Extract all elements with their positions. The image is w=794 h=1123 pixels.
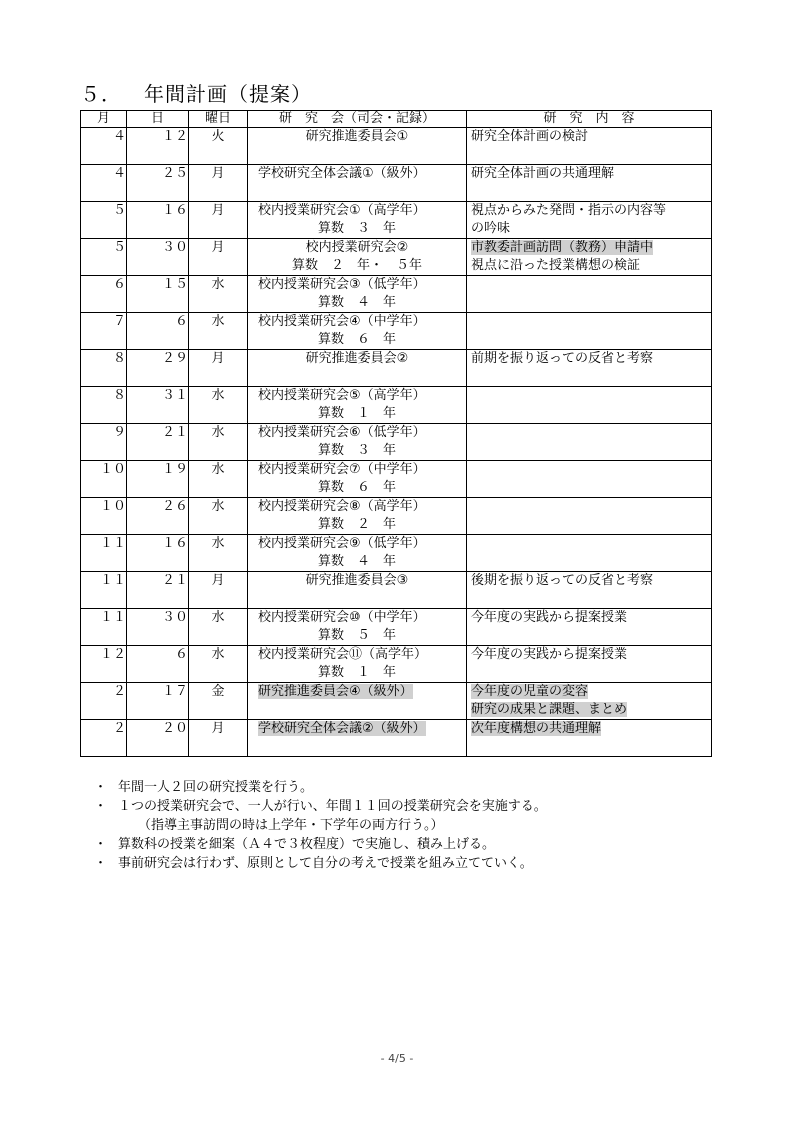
bullet-icon: ・ [94, 799, 108, 814]
row-content [467, 646, 712, 683]
row-month: ９ [81, 424, 127, 461]
row-content [467, 609, 712, 646]
row-meeting [248, 535, 467, 572]
table-row [81, 424, 712, 461]
row-day: ６ [127, 313, 189, 350]
row-content [467, 498, 712, 535]
bullet-icon: ・ [94, 780, 108, 795]
meeting-subject: 算数 １ 年 [317, 406, 396, 421]
content-line: 研究全体計画の検討 [471, 129, 589, 144]
row-content [467, 535, 712, 572]
row-month: １０ [81, 498, 127, 535]
row-month: ５ [81, 239, 127, 276]
meeting-title: 校内授業研究会④（中学年） [258, 314, 426, 329]
row-content [467, 461, 712, 498]
content-line: 今年度の実践から提案授業 [471, 647, 628, 662]
row-day: ２６ [127, 498, 189, 535]
row-month: １０ [81, 461, 127, 498]
content-line: 今年度の児童の変容 [471, 684, 589, 699]
row-meeting [248, 165, 467, 202]
row-day: ６ [127, 646, 189, 683]
row-meeting [248, 461, 467, 498]
row-meeting [248, 646, 467, 683]
row-content [467, 683, 712, 720]
row-meeting [248, 276, 467, 313]
row-day: １６ [127, 535, 189, 572]
meeting-subject: 算数 ３ 年 [317, 443, 396, 458]
row-meeting [248, 387, 467, 424]
content-line: の吟味 [471, 221, 511, 236]
notes-list [94, 778, 547, 873]
section-number: ５． [80, 82, 122, 106]
row-content [467, 239, 712, 276]
note-item [94, 835, 547, 854]
row-day: ２５ [127, 165, 189, 202]
row-day: ２９ [127, 350, 189, 387]
meeting-title: 研究推進委員会① [305, 129, 409, 144]
row-month: ４ [81, 165, 127, 202]
page-number: - 4/5 - [380, 1052, 414, 1065]
table-row [81, 350, 712, 387]
row-meeting [248, 313, 467, 350]
table-row [81, 683, 712, 720]
content-line: 今年度の実践から提案授業 [471, 610, 628, 625]
table-row [81, 239, 712, 276]
note-item [94, 816, 547, 835]
row-day: １９ [127, 461, 189, 498]
row-content [467, 572, 712, 609]
meeting-title: 校内授業研究会①（高学年） [258, 203, 426, 218]
row-content [467, 350, 712, 387]
row-weekday: 月 [189, 350, 248, 387]
row-weekday: 水 [189, 609, 248, 646]
table-row [81, 498, 712, 535]
row-content [467, 165, 712, 202]
row-weekday: 水 [189, 387, 248, 424]
row-meeting [248, 350, 467, 387]
content-line: 研究全体計画の共通理解 [471, 166, 615, 181]
meeting-subject: 算数 ４ 年 [317, 554, 396, 569]
meeting-title: 校内授業研究会⑥（低学年） [258, 425, 426, 440]
meeting-subject: 算数 １ 年 [317, 665, 396, 680]
meeting-subject: 算数 ２ 年 [317, 517, 396, 532]
content-line: 視点に沿った授業構想の検証 [471, 258, 641, 273]
content-line: 次年度構想の共通理解 [471, 721, 602, 736]
row-weekday: 月 [189, 165, 248, 202]
meeting-title: 校内授業研究会⑧（高学年） [258, 499, 426, 514]
row-month: ８ [81, 387, 127, 424]
row-day: １２ [127, 128, 189, 165]
annual-plan-table [80, 110, 712, 757]
row-weekday: 月 [189, 720, 248, 757]
table-row [81, 128, 712, 165]
row-weekday: 月 [189, 202, 248, 239]
row-month: ８ [81, 350, 127, 387]
row-content [467, 202, 712, 239]
row-content [467, 313, 712, 350]
page-title [80, 82, 312, 106]
meeting-title: 校内授業研究会② [305, 240, 409, 255]
meeting-subject: 算数 ６ 年 [317, 332, 396, 347]
row-meeting [248, 572, 467, 609]
row-weekday: 月 [189, 572, 248, 609]
row-day: ２１ [127, 572, 189, 609]
meeting-title: 校内授業研究会③（低学年） [258, 277, 426, 292]
table-row [81, 535, 712, 572]
meeting-title: 校内授業研究会⑦（中学年） [258, 462, 426, 477]
row-meeting [248, 498, 467, 535]
table-header-row [81, 111, 712, 128]
table-row [81, 646, 712, 683]
row-month: ５ [81, 202, 127, 239]
row-content [467, 276, 712, 313]
row-weekday: 水 [189, 313, 248, 350]
row-content [467, 387, 712, 424]
note-item [94, 778, 547, 797]
meeting-title: 校内授業研究会⑩（中学年） [258, 610, 426, 625]
row-month: ７ [81, 313, 127, 350]
row-meeting [248, 128, 467, 165]
meeting-title: 校内授業研究会⑪（高学年） [258, 647, 428, 662]
note-text: １つの授業研究会で、一人が行い、年間１１回の授業研究会を実施する。 [118, 799, 547, 814]
note-text: 算数科の授業を細案（Ａ４で３枚程度）で実施し、積み上げる。 [118, 837, 496, 852]
content-line: 後期を振り返っての反省と考察 [471, 573, 654, 588]
row-content [467, 128, 712, 165]
content-line: 視点からみた発問・指示の内容等 [471, 203, 667, 218]
row-weekday: 水 [189, 424, 248, 461]
row-month: １１ [81, 535, 127, 572]
table-row [81, 461, 712, 498]
content-line: 前期を振り返っての反省と考察 [471, 351, 654, 366]
row-meeting [248, 609, 467, 646]
meeting-title: 研究推進委員会④（級外） [258, 684, 413, 699]
header-day: 日 [127, 111, 189, 128]
row-month: ４ [81, 128, 127, 165]
row-day: ３１ [127, 387, 189, 424]
row-weekday: 水 [189, 535, 248, 572]
row-weekday: 水 [189, 461, 248, 498]
table-row [81, 165, 712, 202]
meeting-title: 学校研究全体会議②（級外） [258, 721, 426, 736]
row-weekday: 火 [189, 128, 248, 165]
meeting-title: 学校研究全体会議①（級外） [258, 166, 426, 181]
table-row [81, 720, 712, 757]
row-weekday: 水 [189, 646, 248, 683]
header-month: 月 [81, 111, 127, 128]
row-day: １７ [127, 683, 189, 720]
row-month: １２ [81, 646, 127, 683]
row-month: １１ [81, 609, 127, 646]
bullet-icon: ・ [94, 856, 108, 871]
note-item [94, 797, 547, 816]
row-month: ２ [81, 720, 127, 757]
row-day: ３０ [127, 609, 189, 646]
row-weekday: 月 [189, 239, 248, 276]
header-weekday: 曜日 [189, 111, 248, 128]
header-meeting: 研 究 会（司会・記録） [248, 111, 467, 128]
row-weekday: 金 [189, 683, 248, 720]
meeting-subject: 算数 ５ 年 [317, 628, 396, 643]
meeting-title: 校内授業研究会⑨（低学年） [258, 536, 426, 551]
row-weekday: 水 [189, 498, 248, 535]
meeting-title: 校内授業研究会⑤（高学年） [258, 388, 426, 403]
row-day: １５ [127, 276, 189, 313]
row-content [467, 424, 712, 461]
section-title: 年間計画（提案） [144, 82, 312, 106]
table-row [81, 387, 712, 424]
meeting-subject: 算数 ４ 年 [317, 295, 396, 310]
bullet-icon: ・ [94, 837, 108, 852]
meeting-subject: 算数 ２ 年・ ５年 [291, 258, 422, 273]
row-day: １６ [127, 202, 189, 239]
meeting-title: 研究推進委員会② [305, 351, 409, 366]
row-meeting [248, 683, 467, 720]
table-row [81, 202, 712, 239]
table-row [81, 572, 712, 609]
row-day: ３０ [127, 239, 189, 276]
row-meeting [248, 424, 467, 461]
row-meeting [248, 239, 467, 276]
note-text: （指導主事訪問の時は上学年・下学年の両方行う。） [138, 818, 444, 833]
row-month: ６ [81, 276, 127, 313]
row-meeting [248, 720, 467, 757]
header-content: 研 究 内 容 [467, 111, 712, 128]
meeting-subject: 算数 ６ 年 [317, 480, 396, 495]
row-meeting [248, 202, 467, 239]
note-text: 年間一人２回の研究授業を行う。 [118, 780, 314, 795]
content-line: 市教委計画訪問（教務）申請中 [471, 240, 654, 255]
row-month: ２ [81, 683, 127, 720]
table-row [81, 609, 712, 646]
row-day: ２０ [127, 720, 189, 757]
table-row [81, 276, 712, 313]
row-content [467, 720, 712, 757]
meeting-title: 研究推進委員会③ [305, 573, 409, 588]
note-text: 事前研究会は行わず、原則として自分の考えで授業を組み立てていく。 [118, 856, 533, 871]
meeting-subject: 算数 ３ 年 [317, 221, 396, 236]
row-day: ２１ [127, 424, 189, 461]
row-month: １１ [81, 572, 127, 609]
content-line: 研究の成果と課題、まとめ [471, 702, 628, 717]
row-weekday: 水 [189, 276, 248, 313]
note-item [94, 854, 547, 873]
table-row [81, 313, 712, 350]
